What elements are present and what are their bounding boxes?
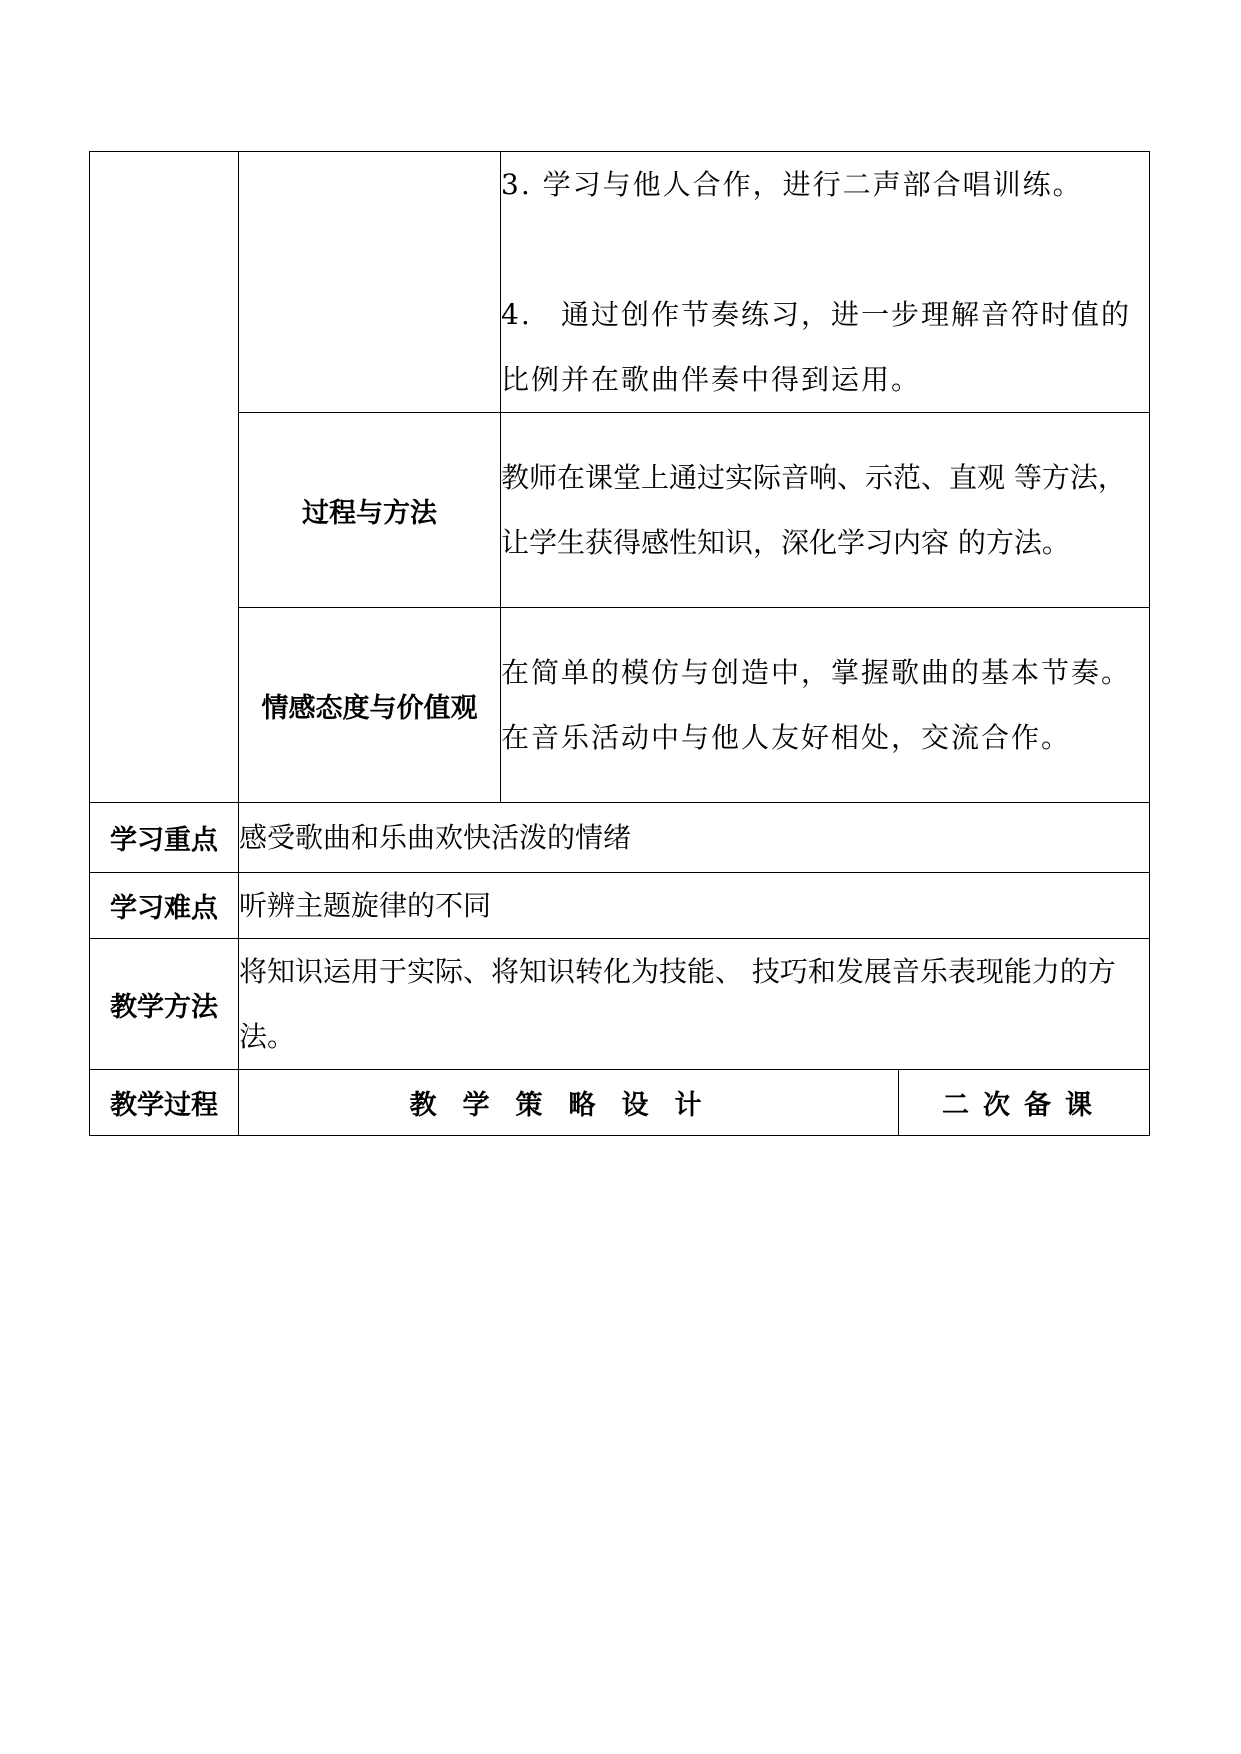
emotion-value-label: 情感态度与价值观 [239, 608, 501, 803]
difficulty-row [90, 873, 1150, 939]
emotion-value-row [90, 608, 1150, 803]
process-method-row [90, 413, 1150, 608]
teaching-method-text: 将知识运用于实际、将知识转化为技能、 技巧和发展音乐表现能力的方法。 [239, 939, 1150, 1070]
difficulty-label: 学习难点 [90, 873, 239, 939]
goal-item-3: 3. 学习与他人合作，进行二声部合唱训练。 [501, 168, 1083, 201]
key-point-label: 学习重点 [90, 803, 239, 873]
teaching-method-label: 教学方法 [90, 939, 239, 1070]
key-point-row [90, 803, 1150, 873]
process-method-text: 教师在课堂上通过实际音响、示范、直观 等方法，让学生获得感性知识，深化学习内容 的方法。 [501, 413, 1150, 608]
lesson-plan-table [89, 151, 1150, 1136]
goal-item-4-text: 通过创作节奏练习，进一步理解音符时值的比例并在歌曲伴奏中得到运用。 [501, 298, 1132, 396]
key-point-text: 感受歌曲和乐曲欢快活泼的情绪 [239, 803, 1150, 873]
goals-content-cell [501, 152, 1150, 413]
second-prep-header: 二次备课 [899, 1070, 1150, 1136]
emotion-value-text: 在简单的模仿与创造中，掌握歌曲的基本节奏。在音乐活动中与他人友好相处，交流合作。 [501, 608, 1150, 803]
process-method-label: 过程与方法 [239, 413, 501, 608]
goal-item-4 [501, 282, 1149, 412]
teaching-method-row [90, 939, 1150, 1070]
goals-side-cell [90, 152, 239, 803]
process-header-label: 教学过程 [90, 1070, 239, 1136]
process-header-row [90, 1070, 1150, 1136]
goals-subcategory-cell [239, 152, 501, 413]
strategy-design-header: 教学策略设计 [239, 1070, 899, 1136]
difficulty-text: 听辨主题旋律的不同 [239, 873, 1150, 939]
goals-row [90, 152, 1150, 413]
goal-item-4-number: 4. [501, 298, 532, 331]
